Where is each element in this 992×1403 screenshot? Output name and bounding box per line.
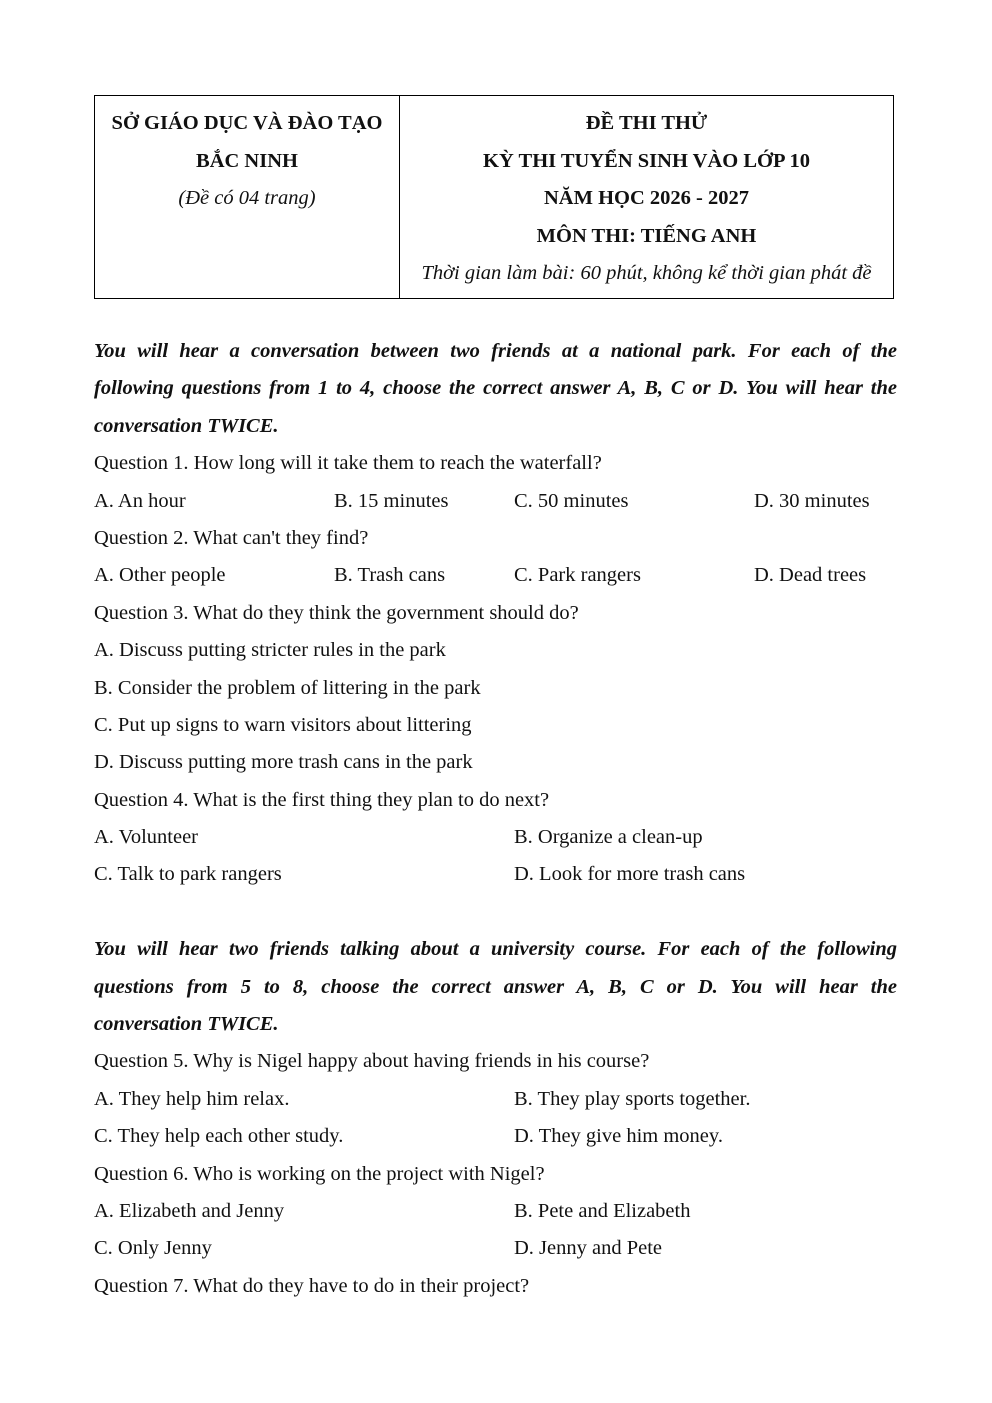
q2-option-b: B. Trash cans	[334, 564, 446, 587]
q2-option-d: D. Dead trees	[754, 564, 867, 587]
question-5: Question 5. Why is Nigel happy about having friends in his course?	[94, 1050, 650, 1073]
q3-option-d: D. Discuss putting more trash cans in the park	[94, 751, 473, 774]
q2-option-a: A. Other people	[94, 564, 226, 587]
page-count-note: (Đề có 04 trang)	[178, 187, 316, 209]
q4-option-b: B. Organize a clean-up	[514, 826, 703, 849]
q3-option-c: C. Put up signs to warn visitors about littering	[94, 713, 472, 736]
section2-instruction-line3: conversation TWICE.	[94, 1013, 279, 1036]
q2-option-c: C. Park rangers	[514, 564, 641, 587]
q4-option-d: D. Look for more trash cans	[514, 863, 746, 886]
q4-option-a: A. Volunteer	[94, 826, 199, 849]
section2-instruction-line2: questions from 5 to 8, choose the correct answer A, B, C or D. You will hear the	[94, 975, 897, 998]
question-2: Question 2. What can't they find?	[94, 526, 369, 549]
header-left-cell	[95, 96, 400, 298]
q1-option-d: D. 30 minutes	[754, 489, 870, 512]
q5-option-a: A. They help him relax.	[94, 1087, 290, 1110]
section1-instruction-line2: following questions from 1 to 4, choose the correct answer A, B, C or D. You will hear the	[94, 377, 897, 400]
question-6-options-ab	[94, 1193, 897, 1230]
q6-option-c: C. Only Jenny	[94, 1237, 212, 1260]
q3-option-a: A. Discuss putting stricter rules in the park	[94, 639, 446, 662]
question-6: Question 6. Who is working on the project with Nigel?	[94, 1162, 545, 1185]
exam-title: KỲ THI TUYỂN SINH VÀO LỚP 10	[483, 149, 810, 172]
department-name: SỞ GIÁO DỤC VÀ ĐÀO TẠO	[111, 112, 383, 134]
question-5-options-cd	[94, 1118, 897, 1155]
q5-option-b: B. They play sports together.	[514, 1087, 751, 1110]
header-right-cell	[400, 96, 893, 298]
question-4-options-cd	[94, 856, 897, 893]
q6-option-b: B. Pete and Elizabeth	[514, 1199, 691, 1222]
province-name: BẮC NINH	[196, 149, 298, 172]
question-1: Question 1. How long will it take them to reach the waterfall?	[94, 452, 602, 475]
school-year: NĂM HỌC 2026 - 2027	[544, 187, 749, 209]
q5-option-c: C. They help each other study.	[94, 1125, 344, 1148]
q1-option-a: A. An hour	[94, 489, 186, 512]
q4-option-c: C. Talk to park rangers	[94, 863, 282, 886]
question-7: Question 7. What do they have to do in their project?	[94, 1274, 530, 1297]
q6-option-a: A. Elizabeth and Jenny	[94, 1199, 285, 1222]
time-allowed: Thời gian làm bài: 60 phút, không kể thời gian phát đề	[421, 262, 872, 284]
question-2-options	[94, 557, 897, 594]
q5-option-d: D. They give him money.	[514, 1125, 723, 1148]
q3-option-b: B. Consider the problem of littering in the park	[94, 676, 481, 699]
q6-option-d: D. Jenny and Pete	[514, 1237, 663, 1260]
exam-header-box	[94, 95, 894, 299]
section2-instruction-line1: You will hear two friends talking about a university course. For each of the following	[94, 938, 897, 961]
question-5-options-ab	[94, 1081, 897, 1118]
section1-instruction-line1: You will hear a conversation between two friends at a national park. For each of the	[94, 340, 897, 362]
section-spacer	[94, 894, 897, 931]
question-1-options	[94, 483, 897, 520]
exam-type: ĐỀ THI THỬ	[585, 112, 708, 134]
q1-option-c: C. 50 minutes	[514, 489, 629, 512]
exam-subject: MÔN THI: TIẾNG ANH	[536, 224, 757, 247]
question-6-options-cd	[94, 1230, 897, 1267]
exam-content	[94, 333, 897, 1305]
q1-option-b: B. 15 minutes	[334, 489, 449, 512]
section1-instruction-line3: conversation TWICE.	[94, 414, 279, 437]
question-4-options-ab	[94, 819, 897, 856]
question-4: Question 4. What is the first thing they plan to do next?	[94, 788, 550, 811]
question-3: Question 3. What do they think the government should do?	[94, 601, 579, 624]
